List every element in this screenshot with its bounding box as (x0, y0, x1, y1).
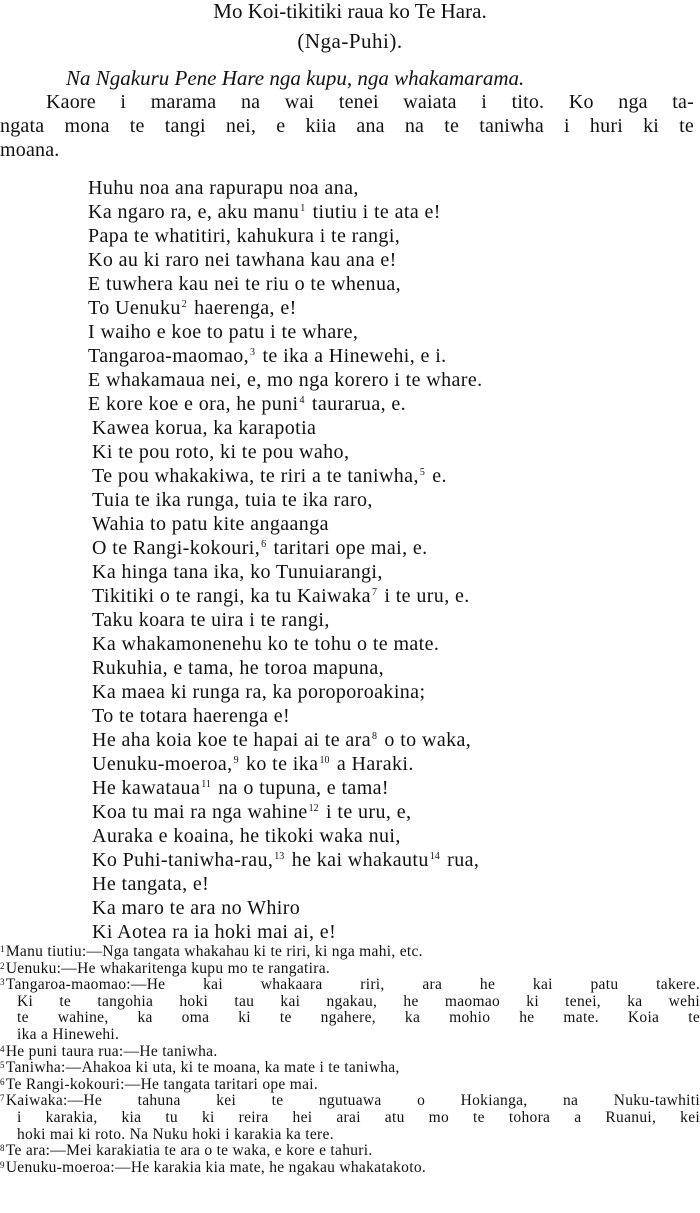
poem-line (92, 416, 316, 440)
poem-text: Ko Puhi-taniwha-rau, (92, 849, 274, 871)
intro-line: moana. (0, 139, 60, 161)
poem-line (92, 680, 425, 704)
poem-line (92, 896, 300, 920)
footnote-line (0, 1093, 700, 1110)
page-title: Mo Koi-tikitiki raua ko Te Hara. (213, 0, 487, 23)
poem-line (88, 272, 401, 296)
poem-line (88, 344, 447, 368)
poem-line (92, 464, 447, 488)
footnote-line (0, 1027, 700, 1044)
poem-text: Koa tu mai ra nga wahine (92, 801, 308, 823)
footnote-line (0, 1044, 700, 1061)
poem-text: Tikitiki o te rangi, ka tu Kaiwaka (92, 585, 371, 607)
poem-text: Ka hinga tana ika, ko Tunuiarangi, (92, 561, 383, 583)
poem-text: he kai whakautu (286, 849, 429, 871)
footnote-item (0, 1044, 700, 1061)
footnote-marker[interactable]: 12 (308, 803, 319, 814)
footnote-text: hoki mai ki roto. Na Nuku hoki i karakia ka tere. (17, 1125, 334, 1143)
poem-text: Ki Aotea ra ia hoki mai ai, e! (92, 921, 337, 943)
poem-text: Ko au ki raro nei tawhana kau ana e! (88, 249, 397, 271)
footnote-text: i karakia, kia tu ki reira hei arai atu mo te tohora a Ruanui, kei (17, 1108, 700, 1126)
footnote-number: 3 (0, 977, 5, 988)
footnote-number: 1 (0, 944, 5, 954)
poem-text: Uenuku-moeroa, (92, 753, 233, 775)
poem-text: tiutiu i te ata e! (307, 201, 441, 223)
poem-text: Papa te whatitiri, kahukura i te rangi, (88, 225, 401, 247)
poem-text: He aha koia koe te hapai ai te ara (92, 729, 372, 751)
footnote-text: Tangaroa-maomao:—He kai whakaara riri, ara he kai patu takere. (5, 976, 700, 994)
poem-text: He tangata, e! (92, 873, 210, 895)
footnote-marker[interactable]: 11 (201, 779, 211, 790)
footnote-line (0, 977, 700, 994)
footnote-marker[interactable]: 9 (233, 755, 239, 766)
footnote-marker[interactable]: 14 (429, 851, 440, 862)
poem-line (88, 200, 441, 224)
footnote-item (0, 1093, 700, 1143)
footnote-line (0, 1060, 700, 1077)
footnote-text: He puni taura rua:—He taniwha. (5, 1042, 218, 1060)
poem-text: E tuwhera kau nei te riu o te whenua, (88, 273, 402, 295)
footnote-text: Te ara:—Mei karakiatia te ara o te waka, e kore e tahuri. (5, 1142, 373, 1160)
attribution-heading: Na Ngakuru Pene Hare nga kupu, nga whakamarama. (66, 66, 525, 90)
poem-text: O te Rangi-kokouri, (92, 537, 261, 559)
poem-text: Ka maro te ara no Whiro (92, 897, 301, 919)
poem-line (88, 296, 297, 320)
poem-text: E kore koe e ora, he puni (88, 393, 299, 415)
footnote-text: Uenuku-moeroa:—He karakia kia mate, he ngakau whakatakoto. (5, 1158, 427, 1176)
poem-text: Ka whakamonenehu ko te tohu o te mate. (92, 633, 440, 655)
poem-line (92, 536, 428, 560)
poem-line (92, 512, 329, 536)
footnote-item (0, 944, 700, 961)
poem-text: i te uru, e, (320, 801, 412, 823)
footnote-marker[interactable]: 7 (371, 587, 377, 598)
footnote-number: 8 (0, 1143, 5, 1154)
poem-text: Auraka e koaina, he tikoki waka nui, (92, 825, 401, 847)
footnote-marker[interactable]: 13 (274, 851, 285, 862)
footnote-text: te wahine, ka oma ki te ngahere, ka mohio he mate. Koia te (17, 1009, 700, 1027)
poem-line (92, 632, 439, 656)
footnote-line (0, 1160, 700, 1177)
poem-text: ko te ika (240, 753, 319, 775)
footnote-line (0, 994, 700, 1011)
poem-line (92, 752, 414, 776)
footnote-text: Manu tiutiu:—Nga tangata whakahau ki te riri, ki nga mahi, etc. (5, 943, 423, 960)
intro-line: Kaore i marama na wai tenei waiata i tito. Ko nga ta- (46, 91, 694, 113)
poem-text: na o tupuna, e tama! (212, 777, 389, 799)
poem-line (92, 584, 470, 608)
poem-line (92, 848, 479, 872)
poem-text: taurarua, e. (306, 393, 407, 415)
poem-text: a Haraki. (331, 753, 414, 775)
poem-line (88, 392, 406, 416)
poem-text: Ka maea ki runga ra, ka poroporoakina; (92, 681, 426, 703)
footnote-marker[interactable]: 2 (181, 299, 187, 310)
footnote-item (0, 1143, 700, 1160)
footnote-marker[interactable]: 1 (300, 203, 306, 214)
poem-text: e. (426, 465, 447, 487)
poem-text: Taku koara te uira i te rangi, (92, 609, 330, 631)
page-subtitle: (Nga-Puhi). (297, 29, 403, 53)
poem-line (88, 368, 483, 392)
poem-text: Huhu noa ana rapurapu noa ana, (88, 177, 359, 199)
poem-line (88, 248, 397, 272)
poem-line (92, 608, 330, 632)
footnote-item (0, 961, 700, 978)
poem-line (92, 488, 373, 512)
poem-text: Ka ngaro ra, e, aku manu (88, 201, 300, 223)
footnote-item (0, 1060, 700, 1077)
poem-text: Rukuhia, e tama, he toroa mapuna, (92, 657, 384, 679)
poem-text: Te pou whakakiwa, te riri a te taniwha, (92, 465, 419, 487)
footnote-number: 2 (0, 960, 5, 971)
poem-text: rua, (441, 849, 480, 871)
footnote-line (0, 1010, 700, 1027)
footnote-line (0, 944, 700, 961)
poem-text: Kawea korua, ka karapotia (92, 417, 317, 439)
poem-text: I waiho e koe to patu i te whare, (88, 321, 359, 343)
poem-line (92, 560, 383, 584)
footnote-marker[interactable]: 6 (261, 539, 267, 550)
poem-line (92, 728, 471, 752)
poem-text: haerenga, e! (188, 297, 297, 319)
poem-line (92, 656, 384, 680)
poem-text: Ki te pou roto, ki te pou waho, (92, 441, 350, 463)
intro-line: ngata mona te tangi nei, e kiia ana na te taniwha i huri ki te (0, 115, 694, 137)
poem-text: E whakamaua nei, e, mo nga korero i te whare. (88, 369, 483, 391)
poem-line (92, 824, 401, 848)
footnote-number: 5 (0, 1060, 5, 1071)
footnote-line (0, 961, 700, 978)
footnote-text: Kaiwaka:—He tahuna kei te ngutuawa o Hokianga, na Nuku-tawhiti (5, 1092, 700, 1110)
footnote-number: 7 (0, 1093, 5, 1104)
poem-line (88, 320, 358, 344)
poem-line (92, 920, 336, 944)
poem-line (92, 704, 290, 728)
poem-line (92, 440, 349, 464)
footnote-number: 4 (0, 1043, 5, 1054)
footnote-item (0, 977, 700, 1043)
footnote-marker[interactable]: 10 (319, 755, 330, 766)
poem-text: taritari ope mai, e. (268, 537, 428, 559)
footnote-line (0, 1077, 700, 1094)
footnote-line (0, 1127, 700, 1144)
footnote-text: Ki te tangohia hoki tau kai ngakau, he maomao ki tenei, ka wehi (17, 992, 700, 1010)
footnote-number: 6 (0, 1076, 5, 1087)
footnote-marker[interactable]: 8 (372, 731, 378, 742)
poem-line (92, 872, 209, 896)
poem-text: i te uru, e. (378, 585, 470, 607)
footnote-number: 9 (0, 1159, 5, 1170)
poem-text: He kawataua (92, 777, 201, 799)
poem-text: te ika a Hinewehi, e i. (257, 345, 447, 367)
poem-line (92, 800, 411, 824)
poem-text: Tangaroa-maomao, (88, 345, 250, 367)
footnote-text: Taniwha:—Ahakoa ki uta, ki te moana, ka mate i te taniwha, (5, 1059, 400, 1077)
footnotes-block (0, 944, 700, 1176)
poem-line (88, 224, 400, 248)
footnote-line (0, 1143, 700, 1160)
poem-text: o to waka, (379, 729, 472, 751)
poem-text: To te totara haerenga e! (92, 705, 291, 727)
poem-text: To Uenuku (88, 297, 181, 319)
poem-text: Tuia te ika runga, tuia te ika raro, (92, 489, 373, 511)
footnote-item (0, 1160, 700, 1177)
footnote-text: ika a Hinewehi. (17, 1025, 120, 1043)
poem-text: Wahia to patu kite angaanga (92, 513, 329, 535)
footnote-text: Uenuku:—He whakaritenga kupu mo te rangatira. (5, 959, 331, 977)
poem-line (88, 176, 359, 200)
footnote-text: Te Rangi-kokouri:—He tangata taritari ope mai. (5, 1075, 319, 1093)
intro-paragraph (0, 90, 694, 162)
footnote-item (0, 1077, 700, 1094)
poem-line (92, 776, 389, 800)
footnote-marker[interactable]: 5 (419, 467, 425, 478)
footnote-line (0, 1110, 700, 1127)
footnote-marker[interactable]: 4 (299, 395, 305, 406)
footnote-marker[interactable]: 3 (250, 347, 256, 358)
